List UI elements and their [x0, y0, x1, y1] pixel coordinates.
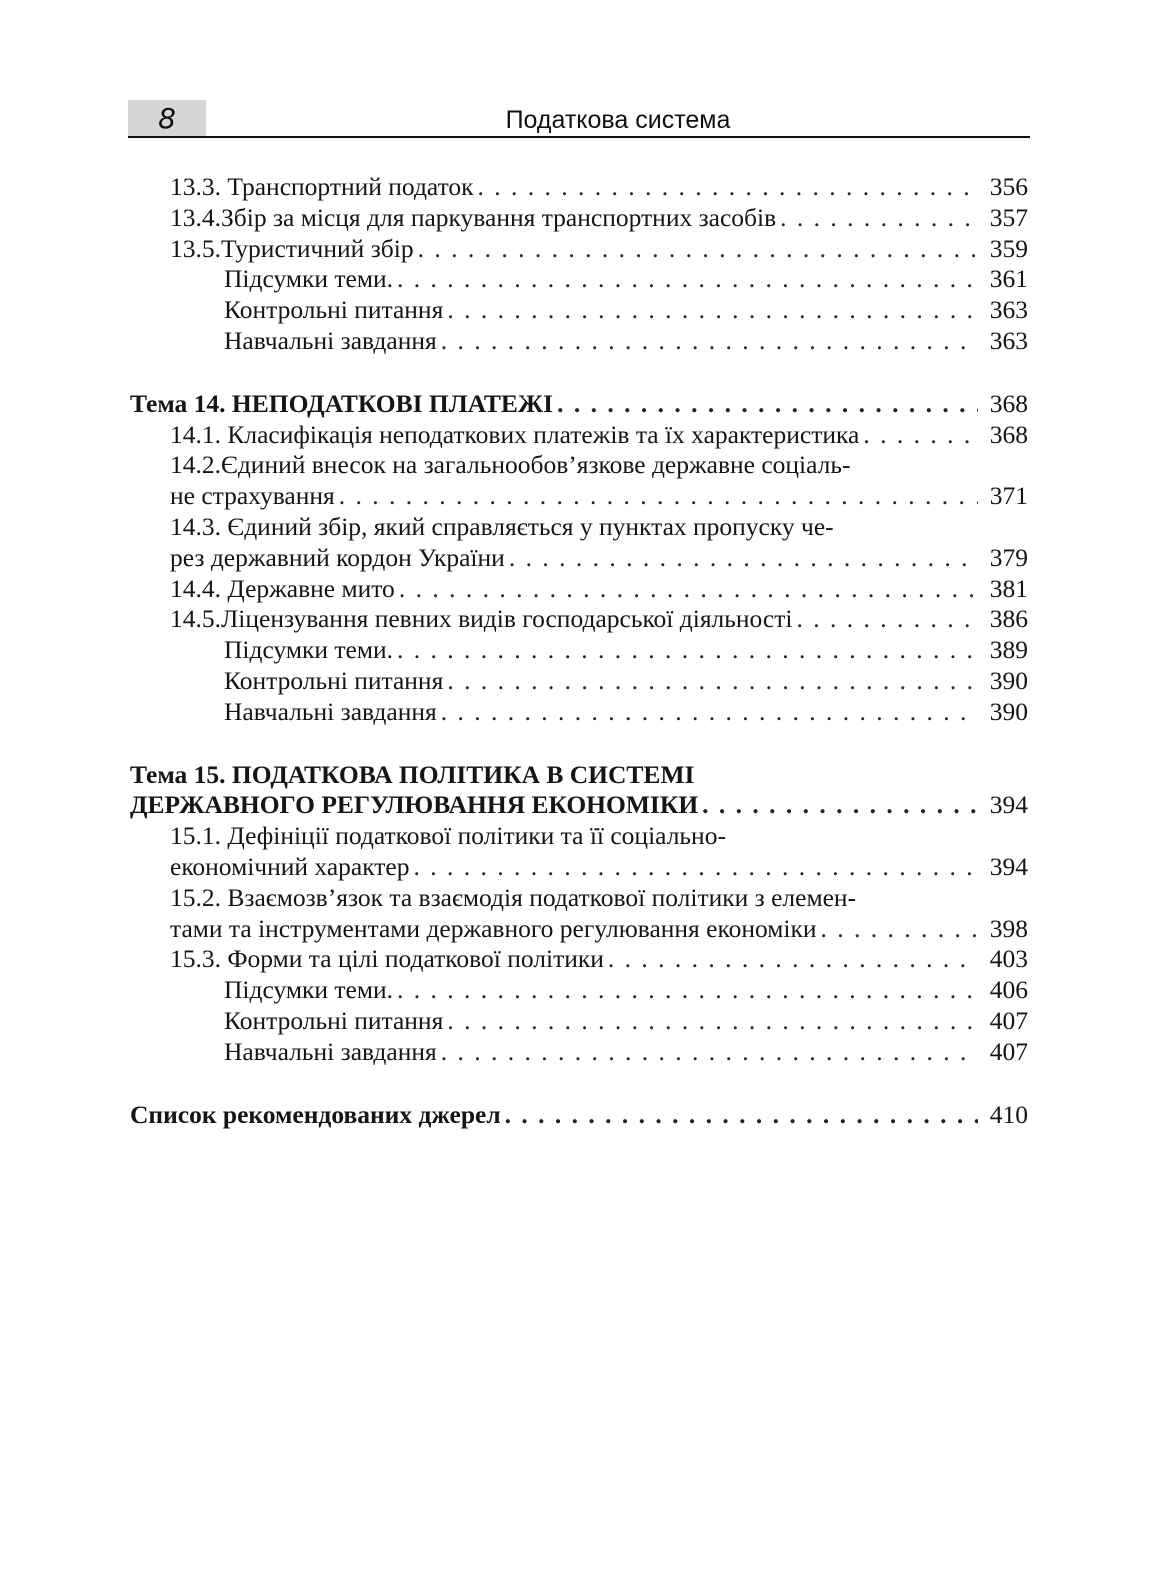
- dot-leader: [792, 604, 978, 635]
- toc-page-number: 403: [989, 944, 1028, 974]
- toc-page-number: 363: [989, 295, 1028, 325]
- toc-entry-title: Підсумки теми.: [224, 975, 394, 1005]
- dot-leader: [395, 574, 978, 605]
- toc-page-number: 398: [989, 913, 1028, 943]
- toc-entry-14-1[interactable]: [130, 420, 1028, 451]
- toc-entry-title: Навчальні завдання: [224, 1036, 437, 1066]
- dot-leader: [505, 543, 978, 574]
- toc-entry-14-summary[interactable]: [130, 635, 1028, 666]
- toc-entry-13-questions[interactable]: [130, 295, 1028, 326]
- toc-entry-15-1[interactable]: [130, 852, 1028, 883]
- dot-leader: [393, 635, 978, 666]
- dot-leader: [437, 1037, 978, 1068]
- toc-entry-title: тами та інструментами державного регулювання економіки: [170, 913, 817, 943]
- toc-entry-13-4[interactable]: [130, 203, 1028, 234]
- toc-entry-15-2-line1[interactable]: 15.2. Взаємозв’язок та взаємодія податкової політики з елемен-: [170, 882, 857, 912]
- toc-entry-title: 13.5.Туристичний збір: [170, 233, 414, 263]
- dot-leader: [443, 295, 978, 326]
- toc-entry-title: Підсумки теми.: [224, 635, 394, 665]
- toc-entry-13-3[interactable]: [130, 172, 1028, 203]
- toc-references[interactable]: [130, 1100, 1028, 1131]
- toc-page-number: 407: [989, 1005, 1028, 1035]
- toc-entry-14-5[interactable]: [130, 604, 1028, 635]
- toc-entry-14-3-line1[interactable]: 14.3. Єдиний збір, який справляється у пунктах пропуску че-: [170, 511, 834, 541]
- toc-entry-title: Навчальні завдання: [224, 696, 437, 726]
- toc-page-number: 361: [989, 264, 1028, 294]
- toc-page-number: 389: [989, 635, 1028, 665]
- toc-entry-title: не страхування: [170, 481, 335, 511]
- toc-page-number: 381: [989, 573, 1028, 603]
- toc-entry-13-5[interactable]: [130, 234, 1028, 265]
- toc-page-number: 406: [989, 975, 1028, 1005]
- toc-entry-13-summary[interactable]: [130, 264, 1028, 295]
- toc-entry-title: Контрольні питання: [224, 1005, 444, 1035]
- toc-entry-title: 13.4.Збір за місця для паркування транспортних засобів: [170, 202, 777, 232]
- toc-entry-15-3[interactable]: [130, 944, 1028, 975]
- toc-topic-15[interactable]: [130, 790, 1028, 821]
- toc-entry-title: 15.3. Форми та цілі податкової політики: [170, 944, 604, 974]
- dot-leader: [437, 326, 978, 357]
- running-title: Податкова система: [505, 106, 731, 134]
- dot-leader: [776, 203, 978, 234]
- toc-page-number: 379: [989, 542, 1028, 572]
- toc-topic-title: Тема 14. НЕПОДАТКОВІ ПЛАТЕЖІ: [130, 388, 554, 418]
- toc-page-number: 390: [989, 665, 1028, 695]
- toc-page-number: 390: [989, 696, 1028, 726]
- dot-leader: [474, 172, 978, 203]
- toc-page-number: 359: [989, 233, 1028, 263]
- section-gap: [130, 1068, 1028, 1100]
- dot-leader: [414, 234, 978, 265]
- toc-page-number: 357: [989, 202, 1028, 232]
- dot-leader: [698, 790, 978, 821]
- toc-entry-title: рез державний кордон України: [170, 542, 505, 572]
- dot-leader: [335, 481, 978, 512]
- dot-leader: [501, 1100, 978, 1131]
- toc-topic-title: Список рекомендованих джерел: [130, 1099, 501, 1129]
- toc-entry-title: 13.3. Транспортний податок: [170, 172, 474, 201]
- toc-page-number: 394: [989, 790, 1028, 820]
- section-gap: [130, 357, 1028, 389]
- toc-page-number: 410: [989, 1099, 1028, 1129]
- toc-entry-title: 14.1. Класифікація неподаткових платежів та їх характеристика: [170, 419, 860, 449]
- toc-entry-14-2-line1[interactable]: 14.2.Єдиний внесок на загальнообов’язкове державне соціаль-: [170, 450, 851, 480]
- toc-entry-15-questions[interactable]: [130, 1006, 1028, 1037]
- toc-page-number: 368: [989, 388, 1028, 418]
- dot-leader: [410, 852, 979, 883]
- table-of-contents: [130, 172, 1028, 1130]
- toc-page-number: 394: [989, 851, 1028, 881]
- toc-entry-title: Підсумки теми.: [224, 264, 394, 294]
- toc-entry-15-2[interactable]: [130, 914, 1028, 945]
- toc-entry-15-tasks[interactable]: [130, 1037, 1028, 1068]
- toc-entry-14-3[interactable]: [130, 543, 1028, 574]
- toc-entry-14-2[interactable]: [130, 481, 1028, 512]
- toc-entry-title: Контрольні питання: [224, 665, 444, 695]
- dot-leader: [817, 914, 979, 945]
- dot-leader: [443, 1006, 978, 1037]
- dot-leader: [443, 666, 978, 697]
- toc-entry-14-questions[interactable]: [130, 666, 1028, 697]
- toc-entry-15-summary[interactable]: [130, 975, 1028, 1006]
- page-number: 8: [128, 100, 206, 137]
- toc-page-number: 386: [989, 604, 1028, 634]
- toc-entry-title: 14.4. Державне мито: [170, 573, 395, 603]
- section-gap: [130, 728, 1028, 760]
- header-rule: [128, 136, 1030, 138]
- page-header: [128, 100, 1030, 138]
- toc-page-number: 407: [989, 1036, 1028, 1066]
- dot-leader: [393, 264, 978, 295]
- dot-leader: [604, 944, 978, 975]
- toc-page-number: 363: [989, 325, 1028, 355]
- dot-leader: [393, 975, 978, 1006]
- toc-page-number: 356: [989, 172, 1028, 201]
- toc-entry-title: Контрольні питання: [224, 295, 444, 325]
- toc-page-number: 371: [989, 481, 1028, 511]
- toc-entry-14-4[interactable]: [130, 574, 1028, 605]
- toc-page-number: 368: [989, 419, 1028, 449]
- toc-topic-14[interactable]: [130, 389, 1028, 420]
- toc-topic-title: ДЕРЖАВНОГО РЕГУЛЮВАННЯ ЕКОНОМІКИ: [130, 790, 699, 820]
- toc-topic-15-line1[interactable]: Тема 15. ПОДАТКОВА ПОЛІТИКА В СИСТЕМІ: [130, 759, 695, 789]
- toc-entry-title: економічний характер: [170, 851, 410, 881]
- toc-entry-14-tasks[interactable]: [130, 697, 1028, 728]
- toc-entry-13-tasks[interactable]: [130, 326, 1028, 357]
- toc-entry-15-1-line1[interactable]: 15.1. Дефініції податкової політики та її соціально-: [170, 821, 726, 851]
- toc-entry-title: Навчальні завдання: [224, 325, 437, 355]
- toc-entry-title: 14.5.Ліцензування певних видів господарської діяльності: [170, 604, 793, 634]
- dot-leader: [553, 389, 978, 420]
- dot-leader: [437, 697, 978, 728]
- dot-leader: [859, 420, 978, 451]
